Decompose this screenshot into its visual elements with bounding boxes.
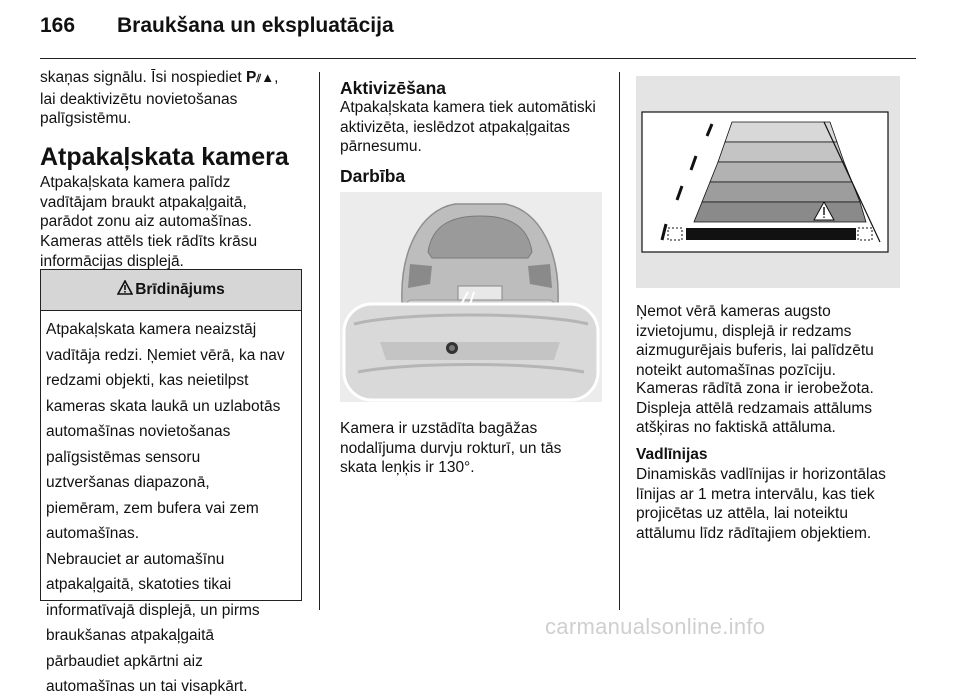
intro-paragraph [40, 173, 310, 232]
text-line: noteikt automašīnas pozīciju. [636, 361, 836, 379]
text-line: Atpakaļskata kamera tiek automātiski [340, 99, 596, 116]
watermark: carmanualsonline.info [545, 614, 766, 639]
text-line: skata leņķis ir 130°. [340, 459, 475, 476]
guidelines-paragraph [636, 465, 926, 543]
text-line: Ņemot vērā kameras augsto [636, 303, 831, 320]
warning-header [41, 270, 301, 311]
warning-body [41, 311, 301, 697]
page-header-title: Braukšana un ekspluatācija [117, 14, 394, 37]
guide-zone-mid2 [710, 162, 852, 182]
text-line: izvietojumu, displejā ir redzams [636, 322, 852, 340]
guide-zone-closest [694, 202, 866, 222]
column-divider-2 [619, 72, 620, 610]
text-line: redzami objekti, kas neietilpst [46, 372, 249, 389]
rear-camera-location-illustration [340, 192, 602, 402]
camera-display-illustration [636, 76, 900, 288]
park-assist-button-icon: P⫽▲ [245, 69, 275, 86]
display-paragraph [40, 232, 310, 271]
text-line: pārbaudiet apkārtni aiz [46, 652, 203, 670]
text-line: aktivizēta, ieslēdzot atpakaļgaitas [340, 118, 571, 136]
text-line: automašīnas novietošanas [46, 423, 231, 440]
text-line: Dinamiskās vadlīnijas ir horizontālas [636, 466, 886, 483]
continuation-comma: , [274, 69, 279, 86]
section-heading-rear-camera: Atpakaļskata kamera [40, 143, 289, 171]
text-line: projicētas uz attēla, lai noteiktu [636, 505, 848, 522]
text-line: attālumu līdz rādītajiem objektiem. [636, 524, 872, 542]
heading-activation: Aktivizēšana [340, 78, 447, 98]
activation-paragraph [340, 98, 612, 157]
text-line: Displeja attēlā redzamais attālums [636, 399, 873, 417]
text-line: vadītājam braukt atpakaļgaitā, [40, 193, 247, 211]
text-line: parādot zonu aiz automašīnas. [40, 213, 252, 230]
text-line: kameras skata laukā un uzlabotās [46, 397, 281, 415]
text-line: aizmugurējais buferis, lai palīdzētu [636, 342, 874, 359]
warning-title: Brīdinājums [135, 281, 225, 298]
display-paragraph [636, 302, 916, 380]
text-line: automašīnas un tai visapkārt. [46, 678, 248, 695]
guide-zone-near [702, 182, 860, 202]
text-line: palīgsistēmas sensoru [46, 448, 201, 466]
continuation-text [40, 68, 310, 129]
text-line: informācijas displejā. [40, 252, 184, 270]
guide-zone-far [725, 122, 837, 142]
page-number: 166 [40, 14, 76, 37]
text-line: atšķiras no faktiskā attāluma. [636, 419, 836, 436]
text-line: atpakaļgaitā, skatoties tikai [46, 576, 232, 593]
warning-paragraph-1 [46, 320, 296, 544]
camera-paragraph [340, 419, 612, 478]
guide-zone-mid [718, 142, 844, 162]
text-line: nodalījuma durvju rokturī, un tās [340, 439, 562, 457]
text-line: līnijas ar 1 metra intervālu, kas tiek [636, 485, 875, 503]
text-line: piemēram, zem bufera vai zem [46, 499, 259, 517]
text-line: informatīvajā displejā, un pirms [46, 601, 260, 619]
text-line: Kamera ir uzstādīta bagāžas [340, 420, 538, 437]
text-line: Atpakaļskata kamera palīdz [40, 174, 231, 191]
text-line: braukšanas atpakaļgaitā [46, 627, 215, 644]
text-line: Kameras rādītā zona ir ierobežota. [636, 380, 874, 397]
heading-operation: Darbība [340, 166, 406, 186]
continuation-line: palīgsistēmu. [40, 110, 132, 127]
zone-paragraph [636, 379, 916, 438]
text-line: uztveršanas diapazonā, [46, 474, 210, 491]
column-divider-1 [319, 72, 320, 610]
warning-triangle-icon [117, 280, 133, 300]
warning-box [40, 269, 302, 695]
continuation-line: lai deaktivizētu novietošanas [40, 90, 238, 108]
bumper-bar [686, 228, 856, 240]
text-line: pārnesumu. [340, 138, 422, 155]
continuation-line: skaņas signālu. Īsi nospiediet [40, 69, 242, 86]
warning-paragraph-2 [46, 550, 296, 697]
text-line: Kameras attēls tiek rādīts krāsu [40, 233, 258, 250]
heading-guidelines: Vadlīnijas [636, 446, 708, 463]
text-line: Atpakaļskata kamera neaizstāj [46, 321, 257, 338]
text-line: vadītāja redzi. Ņemiet vērā, ka nav [46, 346, 285, 364]
header-rule [40, 58, 916, 59]
text-line: automašīnas. [46, 525, 140, 542]
text-line: Nebrauciet ar automašīnu [46, 550, 225, 568]
